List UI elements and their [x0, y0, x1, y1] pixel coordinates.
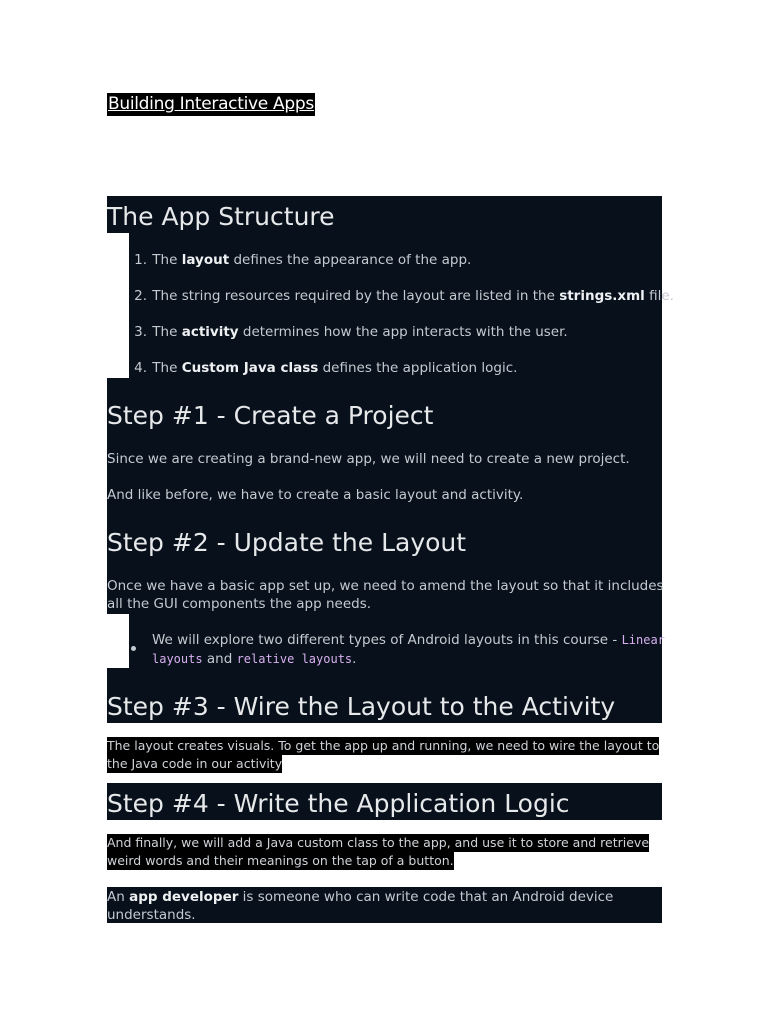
- heading-step-3: Step #3 - Wire the Layout to the Activity: [107, 692, 616, 721]
- step4-text-line-2: weird words and their meanings on the tap of a button.: [107, 853, 454, 868]
- step4-text-line-1: And finally, we will add a Java custom class to the app, and use it to store and retrieve: [107, 835, 650, 850]
- code-relative-layouts: relative layouts: [236, 652, 353, 666]
- list-item: 3. The activity determines how the app interacts with the user.: [134, 324, 568, 340]
- heading-app-structure: The App Structure: [107, 202, 335, 231]
- step3-text-line-1: The layout creates visuals. To get the app up and running, we need to wire the layout to: [107, 738, 660, 753]
- bullet-icon: [131, 636, 136, 655]
- document-title: Building Interactive Apps: [108, 94, 314, 114]
- step1-paragraph-1: Since we are creating a brand-new app, we will need to create a new project.: [107, 451, 630, 467]
- heading-step-2: Step #2 - Update the Layout: [107, 528, 467, 557]
- step2-paragraph-line-2: all the GUI components the app needs.: [107, 596, 372, 612]
- bullet-item: We will explore two different types of Android layouts in this course - Linear: [152, 632, 665, 648]
- heading-step-1: Step #1 - Create a Project: [107, 401, 434, 430]
- list-item: 1. The layout defines the appearance of the app.: [134, 252, 472, 268]
- step2-paragraph-line-1: Once we have a basic app set up, we need to amend the layout so that it includes: [107, 578, 664, 594]
- list-item: 4. The Custom Java class defines the application logic.: [134, 360, 518, 376]
- list-item: 2. The string resources required by the layout are listed in the strings.xml file.: [134, 288, 674, 304]
- footer-line-2: understands.: [107, 907, 196, 923]
- heading-step-4: Step #4 - Write the Application Logic: [107, 789, 570, 818]
- bullet-item-continued: layouts and relative layouts.: [152, 651, 357, 667]
- footer-line-1: An app developer is someone who can write code that an Android device: [107, 889, 614, 905]
- code-layouts: layouts: [152, 652, 203, 666]
- code-linear: Linear: [621, 633, 665, 647]
- bullet-indent-gap: [107, 614, 129, 668]
- step1-paragraph-2: And like before, we have to create a basic layout and activity.: [107, 487, 524, 503]
- step3-text-line-2: the Java code in our activity: [107, 756, 283, 771]
